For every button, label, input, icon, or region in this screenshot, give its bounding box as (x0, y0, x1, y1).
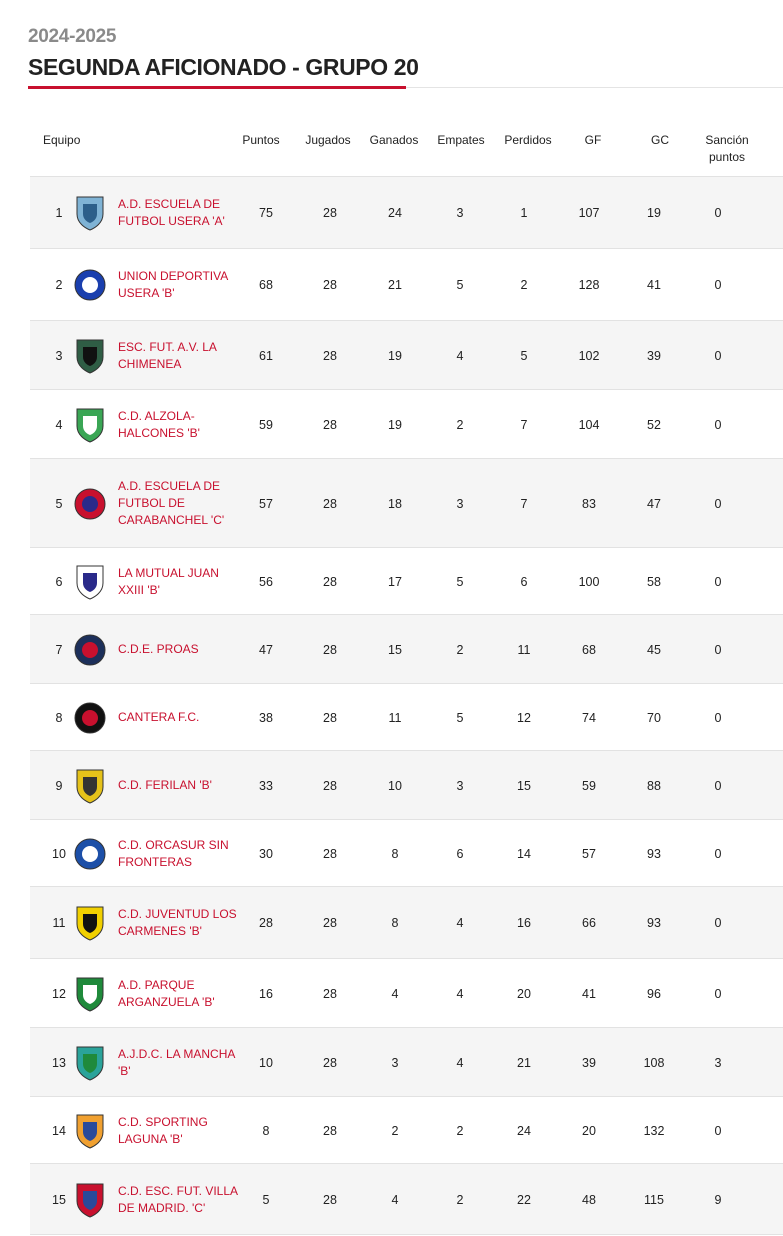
table-row (30, 1163, 783, 1235)
row-position: 11 (52, 916, 66, 930)
cell-pj: 28 (323, 278, 337, 292)
row-position: 1 (55, 206, 63, 220)
team-link[interactable]: C.D.E. PROAS (118, 642, 199, 656)
header-ganados[interactable]: Ganados (369, 133, 419, 147)
cell-pj: 28 (323, 846, 337, 861)
team-link[interactable]: LA MUTUAL JUAN XXIII 'B' (118, 565, 219, 597)
cell-pts: 68 (259, 278, 273, 292)
table-row (30, 389, 783, 459)
cell-gf: 41 (582, 986, 596, 1001)
cell-pe: 4 (456, 1055, 464, 1070)
cell-pp: 2 (520, 278, 528, 292)
table-row (30, 683, 783, 751)
cell-pp: 21 (517, 1055, 531, 1070)
cell-pj: 28 (323, 206, 337, 220)
cell-pe: 4 (456, 986, 464, 1001)
cell-pts: 47 (259, 642, 273, 657)
row-position: 10 (52, 846, 66, 861)
cell-san: 0 (714, 642, 722, 657)
chimney-icon[interactable] (70, 321, 110, 390)
cell-gc: 96 (647, 986, 661, 1001)
cell-pe: 4 (456, 916, 464, 930)
cell-gf: 104 (578, 417, 600, 432)
round-black-red-icon[interactable] (70, 684, 110, 751)
cell-pj: 28 (323, 574, 337, 589)
cell-gc: 45 (647, 642, 661, 657)
cell-san: 0 (714, 916, 722, 930)
cell-gc: 47 (647, 496, 661, 511)
badge-yellow-icon[interactable] (70, 751, 110, 820)
header-jugados[interactable]: Jugados (305, 133, 351, 147)
cell-gf: 100 (578, 574, 600, 589)
team-link[interactable]: C.D. ESC. FUT. VILLA DE MADRID. 'C' (118, 1183, 238, 1215)
cell-pp: 15 (517, 778, 531, 793)
team-link[interactable]: C.D. ALZOLA-HALCONES 'B' (118, 408, 200, 440)
team-link[interactable]: A.D. ESCUELA DE FUTBOL USERA 'A' (118, 197, 225, 228)
cell-pp: 16 (517, 916, 531, 930)
cell-pp: 6 (520, 574, 528, 589)
header-puntos[interactable]: Puntos (242, 133, 280, 147)
cell-gc: 52 (647, 417, 661, 432)
team-link[interactable]: C.D. SPORTING LAGUNA 'B' (118, 1114, 208, 1146)
shield-blue-icon[interactable] (70, 177, 110, 249)
cell-pp: 11 (517, 642, 531, 657)
round-red-icon[interactable] (70, 459, 110, 548)
cell-san: 0 (714, 710, 722, 725)
cell-pg: 15 (388, 642, 402, 657)
cell-pg: 10 (388, 778, 402, 793)
table-row (30, 886, 783, 959)
cell-pp: 1 (520, 206, 528, 220)
cell-pj: 28 (323, 778, 337, 793)
cell-pj: 28 (323, 348, 337, 363)
cell-pj: 28 (323, 417, 337, 432)
cell-pg: 21 (388, 278, 402, 292)
cell-san: 0 (714, 574, 722, 589)
diamond-green-icon[interactable] (70, 390, 110, 459)
table-row (30, 958, 783, 1028)
cell-pts: 38 (259, 710, 273, 725)
round-navy-icon[interactable] (70, 615, 110, 684)
table-row (30, 819, 783, 887)
cell-pts: 33 (259, 778, 273, 793)
table-bottom-rule (30, 1234, 783, 1235)
cell-pp: 20 (517, 986, 531, 1001)
cell-pe: 2 (456, 1192, 464, 1207)
cell-pp: 7 (520, 496, 528, 511)
cell-gf: 83 (582, 496, 596, 511)
cell-gf: 128 (578, 278, 600, 292)
row-position: 7 (55, 642, 63, 657)
cell-pp: 5 (520, 348, 528, 363)
cell-pts: 75 (259, 206, 273, 220)
cell-pp: 14 (517, 846, 531, 861)
cell-gc: 58 (647, 574, 661, 589)
team-link[interactable]: C.D. ORCASUR SIN FRONTERAS (118, 837, 229, 869)
cell-pts: 28 (259, 916, 273, 930)
row-position: 15 (52, 1192, 66, 1207)
cell-pj: 28 (323, 1055, 337, 1070)
cell-pg: 8 (391, 846, 399, 861)
team-link[interactable]: C.D. JUVENTUD LOS CARMENES 'B' (118, 907, 237, 938)
cell-pj: 28 (323, 496, 337, 511)
row-position: 9 (55, 778, 63, 793)
cell-pj: 28 (323, 710, 337, 725)
cell-san: 0 (714, 846, 722, 861)
cell-gc: 132 (643, 1123, 665, 1138)
cell-pe: 5 (456, 278, 464, 292)
season-label: 2024-2025 (28, 26, 117, 47)
team-link[interactable]: UNION DEPORTIVA USERA 'B' (118, 269, 228, 300)
team-link[interactable]: C.D. FERILAN 'B' (118, 778, 212, 792)
team-link[interactable]: ESC. FUT. A.V. LA CHIMENEA (118, 339, 217, 371)
cell-gf: 74 (582, 710, 596, 725)
ball-blue-icon[interactable] (70, 820, 110, 887)
row-position: 5 (55, 496, 63, 511)
cell-san: 0 (714, 206, 722, 220)
shield-yellow-icon[interactable] (70, 887, 110, 959)
cell-gc: 39 (647, 348, 661, 363)
table-row (30, 614, 783, 684)
cell-gf: 68 (582, 642, 596, 657)
table-row (30, 1096, 783, 1164)
cell-pts: 30 (259, 846, 273, 861)
table-row (30, 176, 783, 249)
cell-pts: 5 (262, 1192, 270, 1207)
header-sancion[interactable]: Sanción puntos (705, 133, 749, 164)
cell-gf: 48 (582, 1192, 596, 1207)
row-position: 12 (52, 986, 66, 1001)
title-rule (406, 87, 783, 88)
cell-pg: 2 (391, 1123, 399, 1138)
shield-green-icon[interactable] (70, 959, 110, 1028)
cell-pg: 24 (388, 206, 402, 220)
cell-gc: 115 (644, 1192, 664, 1207)
cell-pj: 28 (323, 1123, 337, 1138)
cell-san: 0 (714, 278, 722, 292)
header-gf[interactable]: GF (584, 133, 602, 147)
cell-gc: 88 (647, 778, 661, 793)
table-row (30, 547, 783, 615)
cell-pp: 7 (520, 417, 528, 432)
cell-pts: 57 (259, 496, 273, 511)
cell-gc: 70 (647, 710, 661, 725)
title-underline (28, 86, 406, 89)
cell-pe: 2 (456, 642, 464, 657)
row-position: 3 (55, 348, 63, 363)
cell-pe: 4 (456, 348, 464, 363)
cell-pp: 22 (517, 1192, 531, 1207)
cell-pg: 17 (388, 574, 402, 589)
cell-san: 0 (714, 417, 722, 432)
header-empates[interactable]: Empates (437, 133, 485, 147)
row-position: 13 (52, 1055, 66, 1070)
cell-san: 0 (714, 496, 722, 511)
team-link[interactable]: A.D. PARQUE ARGANZUELA 'B' (118, 977, 215, 1009)
cell-pj: 28 (323, 916, 337, 930)
team-link[interactable]: A.J.D.C. LA MANCHA 'B' (118, 1046, 235, 1078)
cell-gf: 102 (578, 348, 600, 363)
table-row (30, 458, 783, 548)
cell-pts: 8 (262, 1123, 270, 1138)
cell-pts: 16 (259, 986, 273, 1001)
cell-pj: 28 (323, 642, 337, 657)
cell-gf: 39 (582, 1055, 596, 1070)
cell-pe: 2 (456, 1123, 464, 1138)
cell-gf: 59 (582, 778, 596, 793)
cell-gf: 107 (578, 206, 600, 220)
shield-orange-icon[interactable] (70, 1097, 110, 1164)
cell-san: 9 (714, 1192, 722, 1207)
cell-san: 0 (714, 1123, 722, 1138)
table-row (30, 1027, 783, 1097)
cell-san: 0 (714, 986, 722, 1001)
cell-pts: 59 (259, 417, 273, 432)
page-title: SEGUNDA AFICIONADO - GRUPO 20 (28, 54, 419, 80)
cell-pg: 4 (391, 986, 399, 1001)
cell-gc: 19 (647, 206, 661, 220)
cell-pg: 11 (388, 710, 402, 725)
shield-teal-icon[interactable] (70, 1028, 110, 1097)
team-link[interactable]: CANTERA F.C. (118, 710, 200, 724)
cell-gf: 20 (582, 1123, 596, 1138)
cell-gc: 93 (647, 846, 661, 861)
table-row (30, 248, 783, 321)
cell-gf: 66 (582, 916, 596, 930)
table-row (30, 320, 783, 390)
cell-san: 0 (714, 348, 722, 363)
cell-pe: 2 (456, 417, 464, 432)
cell-pp: 12 (517, 710, 531, 725)
table-row (30, 750, 783, 820)
cell-pe: 3 (456, 778, 464, 793)
cell-pe: 6 (456, 846, 464, 861)
table-header (0, 130, 783, 176)
cell-pts: 56 (259, 574, 273, 589)
cell-gc: 108 (643, 1055, 665, 1070)
cell-san: 0 (714, 778, 722, 793)
cell-gf: 57 (582, 846, 596, 861)
cell-pp: 24 (517, 1123, 531, 1138)
row-position: 14 (52, 1123, 66, 1138)
cell-pts: 10 (259, 1055, 273, 1070)
cell-pg: 4 (391, 1192, 399, 1207)
cell-san: 3 (714, 1055, 722, 1070)
cell-pe: 5 (456, 574, 464, 589)
cell-gc: 41 (647, 278, 661, 292)
star-icon[interactable] (70, 548, 110, 615)
row-position: 4 (55, 417, 63, 432)
cell-pg: 18 (388, 496, 402, 511)
cell-pe: 3 (456, 206, 464, 220)
cell-pg: 19 (388, 417, 402, 432)
cell-pg: 19 (388, 348, 402, 363)
cell-pj: 28 (323, 1192, 337, 1207)
row-position: 6 (55, 574, 63, 589)
header-gc[interactable]: GC (651, 133, 669, 147)
header-perdidos[interactable]: Perdidos (504, 133, 552, 147)
cell-pe: 5 (456, 710, 464, 725)
row-position: 8 (55, 710, 63, 725)
row-position: 2 (55, 278, 63, 292)
shield-red-blue-icon[interactable] (70, 1164, 110, 1235)
round-blue-icon[interactable] (70, 249, 110, 321)
team-link[interactable]: A.D. ESCUELA DE FUTBOL DE CARABANCHEL 'C' (118, 479, 225, 527)
cell-pg: 8 (391, 916, 399, 930)
cell-pe: 3 (456, 496, 464, 511)
cell-gc: 93 (647, 916, 661, 930)
cell-pts: 61 (259, 348, 273, 363)
cell-pg: 3 (391, 1055, 399, 1070)
header-equipo[interactable]: Equipo (43, 133, 81, 147)
cell-pj: 28 (323, 986, 337, 1001)
